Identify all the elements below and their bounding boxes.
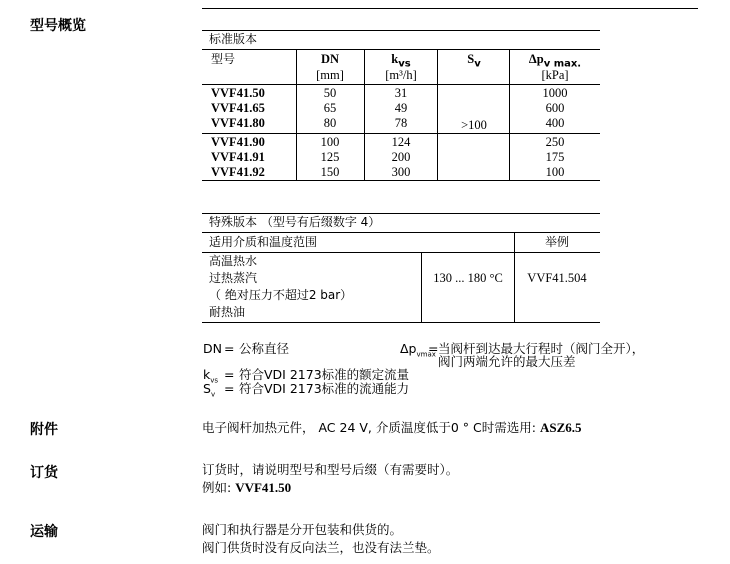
table-cell-kvs: 200: [391, 150, 411, 164]
legend-kvs-key: $k_{vs}$: [203, 367, 219, 385]
table-cell-dp: 250: [545, 135, 565, 149]
special-header-example: 举例: [544, 235, 569, 249]
table-rule: [202, 84, 600, 85]
header-dp: $\Delta p_{v max.}$: [528, 52, 582, 70]
media-item: 过热蒸汽: [209, 271, 258, 285]
table-cell-kvs: 49: [394, 101, 408, 115]
section-title-accessories: 附件: [30, 422, 58, 438]
table-vline: [296, 49, 297, 180]
table-cell-dn: 50: [323, 86, 337, 100]
table-cell-dn: 150: [320, 165, 340, 179]
table-cell-model: VVF41.91: [211, 150, 265, 164]
table-rule: [202, 213, 600, 214]
table-cell-dn: 65: [323, 101, 337, 115]
table-rule: [202, 232, 600, 233]
section-title-transport: 运输: [30, 524, 58, 540]
table-cell-dn: 80: [323, 116, 337, 130]
table-rule: [202, 30, 600, 31]
table-cell-kvs: 78: [394, 116, 408, 130]
media-item: （ 绝对压力不超过2 bar）: [209, 288, 353, 302]
media-item: 高温热水: [209, 254, 258, 268]
special-header-media: 适用介质和温度范围: [209, 235, 318, 249]
table-cell-dn: 125: [320, 150, 340, 164]
special-table-caption: 特殊版本 （型号有后缀数字 4）: [209, 215, 381, 229]
example-model: VVF41.504: [527, 271, 587, 285]
accessories-text: 电子阀杆加热元件， AC 24 V, 介质温度低于0 ° C时需选用: ASZ6.5: [202, 420, 582, 435]
table-vline: [364, 49, 365, 180]
table-cell-model: VVF41.92: [211, 165, 265, 179]
table-vline: [514, 232, 515, 252]
header-kvs-unit: [m³/h]: [385, 68, 417, 82]
legend-dn-eq: =: [224, 341, 235, 356]
ordering-example-code: VVF41.50: [235, 480, 292, 495]
section-title-ordering: 订货: [30, 465, 58, 481]
table-cell-model: VVF41.80: [211, 116, 265, 130]
legend-dn-key: DN: [203, 341, 222, 356]
table-cell-model: VVF41.65: [211, 101, 265, 115]
header-dn: DN: [320, 52, 340, 66]
legend-kvs-eq: =: [224, 367, 235, 382]
header-kvs: $k_{vs}$: [391, 52, 411, 70]
temperature-range: 130 ... 180 °C: [433, 271, 503, 285]
table-cell-kvs: 124: [391, 135, 411, 149]
table-cell-kvs: 300: [391, 165, 411, 179]
header-dp-unit: [kPa]: [541, 68, 569, 82]
table-rule: [202, 49, 600, 50]
accessory-code: ASZ6.5: [539, 420, 582, 435]
legend-sv-eq: =: [224, 381, 235, 396]
legend-kvs-desc: 符合VDI 2173标准的额定流量: [239, 367, 410, 382]
ordering-instruction: 订货时，请说明型号和型号后缀（有需要时）。: [202, 462, 459, 477]
table-cell-dp: 600: [545, 101, 565, 115]
standard-table-caption: 标准版本: [209, 32, 258, 46]
table-rule: [202, 322, 600, 323]
top-rule: [202, 8, 698, 9]
transport-line-1: 阀门和执行器是分开包装和供货的。: [202, 522, 403, 537]
legend-dp-key: $\Delta p_{vmax}$: [400, 341, 436, 359]
legend-dp-desc-2: 阀门两端允许的最大压差: [438, 354, 576, 369]
header-sv: $S_v$: [467, 52, 481, 70]
table-cell-model: VVF41.90: [211, 135, 265, 149]
legend-dp-desc-1: 当阀杆到达最大行程时（阀门全开），: [438, 341, 645, 356]
table-cell-dp: 175: [545, 150, 565, 164]
table-rule: [202, 180, 600, 181]
transport-line-2: 阀门供货时没有反向法兰，也没有法兰垫。: [202, 540, 440, 555]
legend-dn-desc: 公称直径: [239, 341, 290, 356]
ordering-example: 例如: VVF41.50: [202, 480, 292, 495]
legend-dp-eq: =: [428, 341, 439, 356]
table-vline: [514, 252, 515, 322]
header-model: 型号: [211, 52, 236, 66]
legend-sv-desc: 符合VDI 2173标准的流通能力: [239, 381, 410, 396]
table-cell-kvs: 31: [394, 86, 408, 100]
table-vline: [509, 49, 510, 180]
section-title-overview: 型号概览: [30, 18, 86, 34]
table-cell-dp: 100: [545, 165, 565, 179]
media-item: 耐热油: [209, 305, 246, 319]
table-vline: [421, 252, 422, 322]
table-cell-dp: 1000: [542, 86, 568, 100]
table-cell-dn: 100: [320, 135, 340, 149]
table-rule: [202, 133, 600, 134]
table-vline: [437, 49, 438, 180]
legend-sv-key: $S_v$: [203, 381, 216, 399]
table-cell-model: VVF41.50: [211, 86, 265, 100]
table-rule: [202, 252, 600, 253]
table-cell-sv: >100: [461, 118, 487, 132]
table-cell-dp: 400: [545, 116, 565, 130]
header-dn-unit: [mm]: [316, 68, 344, 82]
